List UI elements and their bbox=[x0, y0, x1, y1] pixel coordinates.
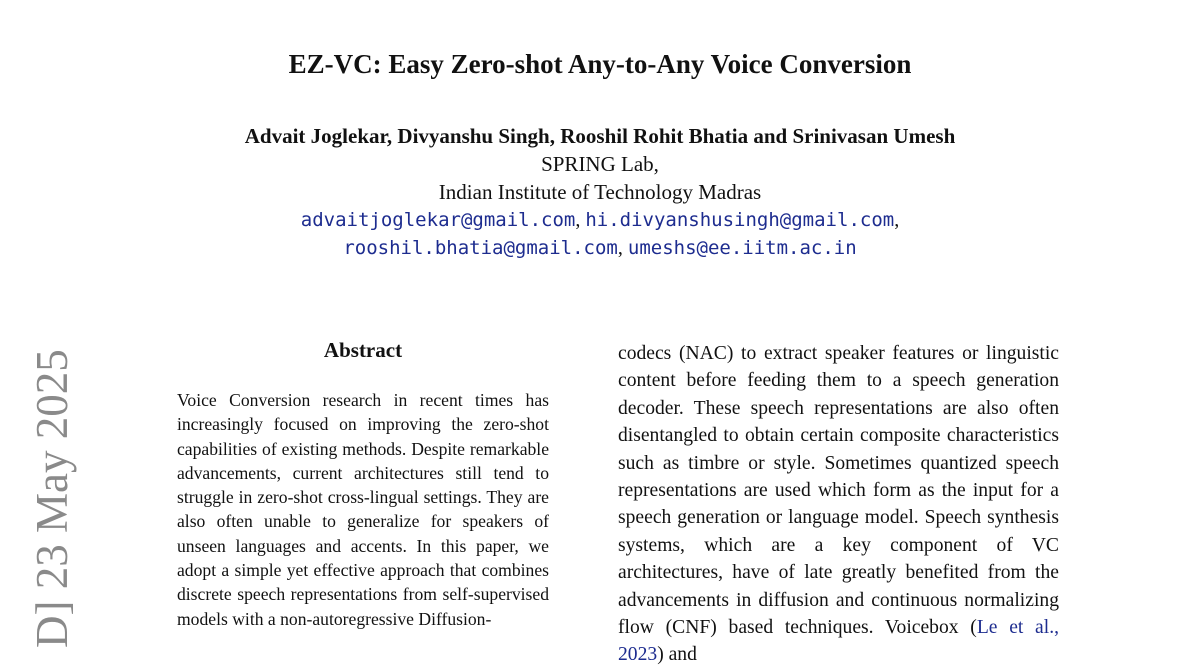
citation-link[interactable]: Le et al., 2023 bbox=[618, 617, 1059, 666]
affiliation-institute: Indian Institute of Technology Madras bbox=[438, 180, 762, 204]
email-link[interactable]: rooshil.bhatia@gmail.com bbox=[343, 237, 618, 259]
paper-header bbox=[0, 122, 1200, 262]
email-separator: , bbox=[894, 209, 900, 231]
email-link[interactable]: hi.divyanshusingh@gmail.com bbox=[585, 209, 895, 231]
intro-text-tail: ) and bbox=[657, 644, 697, 666]
author-list: Advait Joglekar, Divyanshu Singh, Rooshil Rohit Bhatia and Srinivasan Umesh bbox=[244, 124, 956, 148]
intro-text: codecs (NAC) to extract speaker features or linguistic content before feeding them to a speech generation decoder. These speech representations are also often disentangled to obtain certain composite characteristics such as timbre or style. Sometimes quantized speech representations are used which form as the input for a speech generation or language model. Speech synthesis systems, which are a key component of VC architectures, have of late greatly benefited from the advancements in diffusion and continuous normalizing flow (CNF) based techniques. Voicebox ( bbox=[618, 343, 1059, 639]
abstract-body: Voice Conversion research in recent times has increasingly focused on improving the zero-shot capabilities of existing methods. Despite remarkable advancements, current architectures still tend to struggle in zero-shot cross-lingual settings. They are also often unable to generalize for speakers of unseen languages and accents. In this paper, we adopt a simple yet effective approach that combines discrete speech representations from self-supervised models with a non-autoregressive Diffusion- bbox=[177, 390, 549, 629]
email-separator: , bbox=[575, 209, 581, 231]
affiliation-lab: SPRING Lab, bbox=[541, 152, 659, 176]
email-line-1 bbox=[0, 206, 1200, 234]
email-separator: , bbox=[617, 237, 623, 259]
intro-paragraph bbox=[618, 340, 1059, 669]
email-link[interactable]: umeshs@ee.iitm.ac.in bbox=[627, 237, 857, 259]
arxiv-side-stamp: D] 23 May 2025 bbox=[27, 349, 77, 648]
email-line-2 bbox=[0, 234, 1200, 262]
email-link[interactable]: advaitjoglekar@gmail.com bbox=[300, 209, 576, 231]
abstract-heading: Abstract bbox=[323, 338, 403, 362]
paper-title: EZ-VC: Easy Zero-shot Any-to-Any Voice Conversion bbox=[288, 49, 912, 79]
